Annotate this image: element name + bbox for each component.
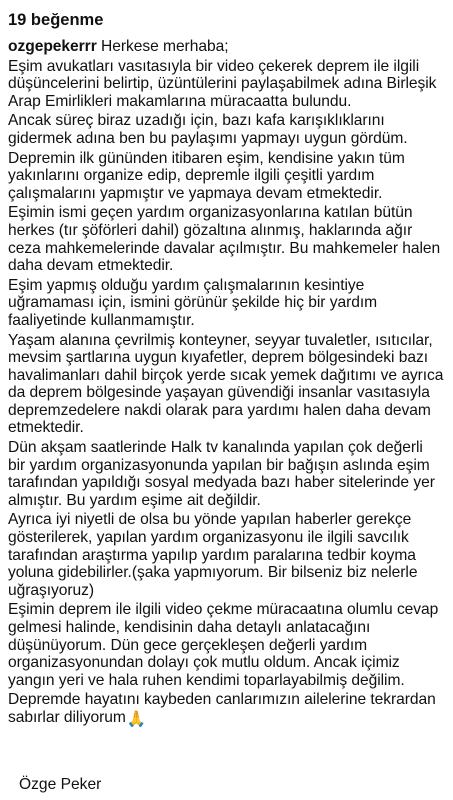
closing-text: Depremde hayatını kaybeden canlarımızın ailelerine tekrardan sabırlar diliyorum <box>8 691 436 726</box>
post-caption <box>8 38 444 729</box>
greeting-text: Herkese merhaba; <box>96 38 229 55</box>
caption-paragraph-6: Yaşam alanına çevrilmiş konteyner, seyyar tuvaletler, ısıtıcılar, mevsim şartlarına uygun kıyafetler, deprem bölgesindeki bazı havalimanları dahil birçok yerde sıcak yemek dağıtımı ve ayrıca da deprem bölgesinde yaşayan güvendiği insanlar vasıtasıyla depremzedelere nakdi olarak para yardımı halen daha devam etmektedir. <box>8 331 444 437</box>
praying-hands-icon: 🙏 <box>126 710 147 728</box>
caption-paragraph-2: Ancak süreç biraz uzadığı için, bazı kafa karışıklıklarını gidermek adına ben bu paylaşımı yapmayı uygun gördüm. <box>8 112 408 147</box>
caption-intro <box>8 38 444 56</box>
caption-paragraph-8: Ayrıca iyi niyetli de olsa bu yönde yapılan haberler gerekçe gösterilerek, yapılan yardım organizasyonu ile ilgili savcılık tarafından araştırma yapılıp yardım paralarına tedbir koyma yoluna gidebilirler.(şaka yapmıyorum. Bir bilseniz biz nelerle uğraşıyoruz) <box>8 511 418 599</box>
caption-paragraph-7: Dün akşam saatlerinde Halk tv kanalında yapılan çok değerli bir yardım organizasyonunda yapılan bir bağışın aslında eşim tarafından yapıldığı sosyal medyada bazı haber sitelerinde yer almıştır. Bu yardım eşime ait değildir. <box>8 439 435 509</box>
likes-count[interactable]: 19 beğenme <box>8 11 104 29</box>
caption-paragraph-10 <box>8 691 444 728</box>
caption-paragraph-3: Depremin ilk gününden itibaren eşim, kendisine yakın tüm yakınlarını organize edip, depremle ilgili çeşitli yardım çalışmalarını yapmıştır ve yapmaya devam etmektedir. <box>8 149 405 202</box>
caption-paragraph-1: Eşim avukatları vasıtasıyla bir video çekerek deprem ile ilgili düşüncelerini belirtip, üzüntülerini paylaşabilmek adına Birleşik Arap Emirlikleri makamlarına müracaatta bulundu. <box>8 57 437 110</box>
caption-paragraph-4: Eşimin ismi geçen yardım organizasyonlarına katılan bütün herkes (tır şöförleri dahil) gözaltına alınmış, haklarında ağır ceza mahkemelerinde davalar açılmıştır. Bu mahkemeler halen daha devam etmektedir. <box>8 204 441 275</box>
username-link[interactable]: ozgepekerrr <box>8 38 97 55</box>
signature-name: Özge Peker <box>19 776 102 793</box>
caption-paragraph-5: Eşim yapmış olduğu yardım çalışmalarının kesintiye uğramaması için, ismini görünür şekilde hiç bir yardım faaliyetinde kullanmamıştır. <box>8 276 378 329</box>
caption-paragraph-9: Eşimin deprem ile ilgili video çekme müracaatına olumlu cevap gelmesi halinde, kendisinin daha detaylı anlatacağını düşünüyorum. Dün gece gerçekleşen değerli yardım organizasyonundan dolayı çok mutlu oldum. Ancak içimiz yangın yeri ve hala ruhen kendimi toparlayabilmiş değilim. <box>8 601 439 689</box>
